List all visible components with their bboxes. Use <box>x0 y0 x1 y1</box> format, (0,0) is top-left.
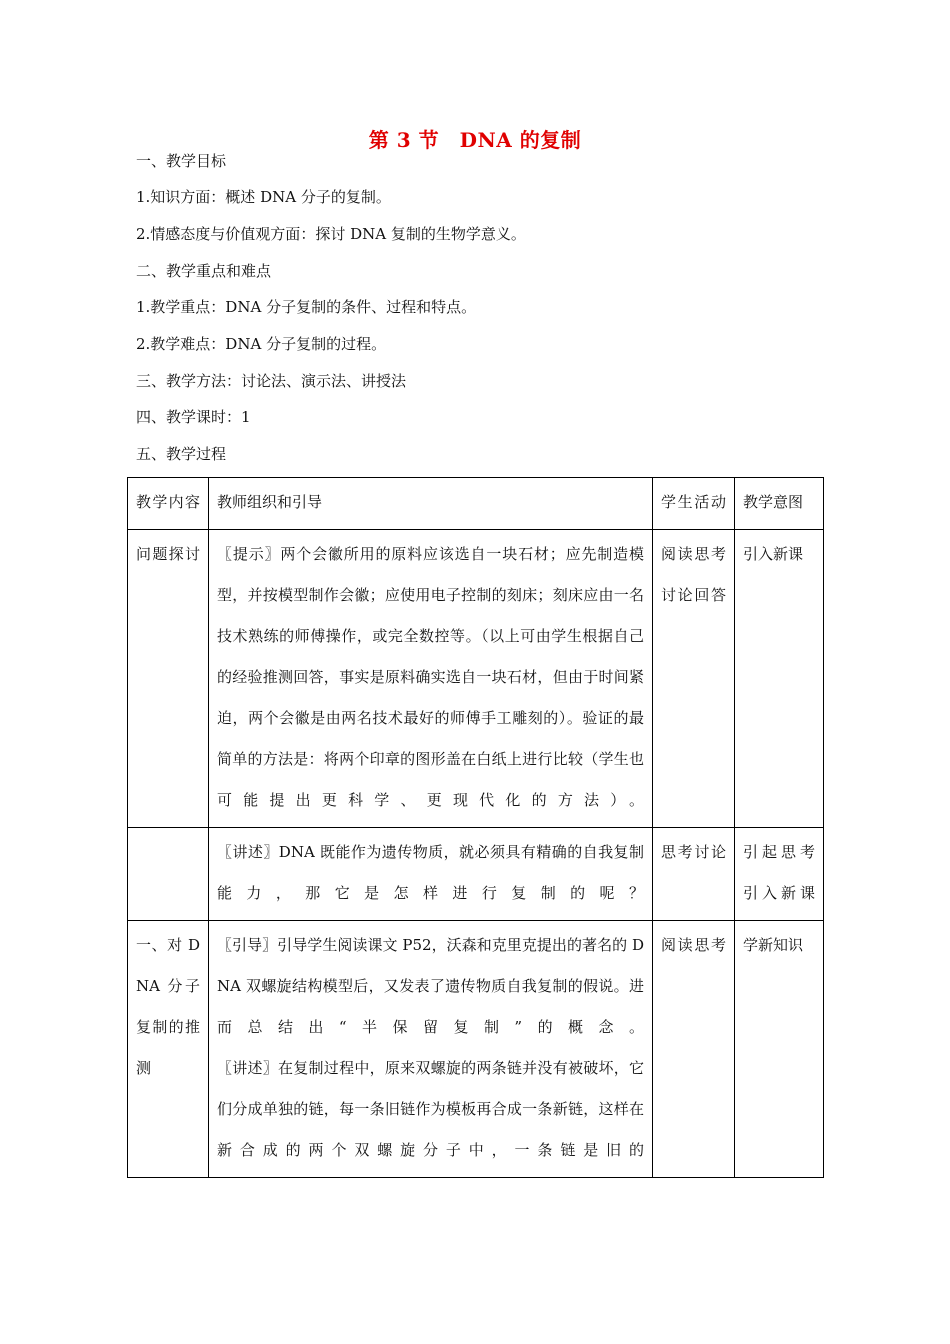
table-row <box>128 921 824 1178</box>
section-heading-key-points: 二、教学重点和难点 <box>136 262 272 280</box>
table-header-row <box>128 478 824 530</box>
cell-teacher: 〖讲述〗DNA 既能作为遗传物质，就必须具有精确的自我复制能力，那它是怎样进行复制的呢？ <box>209 828 653 921</box>
header-teacher: 教师组织和引导 <box>209 478 653 530</box>
key-point: 1.教学重点：DNA 分子复制的条件、过程和特点。 <box>136 298 477 316</box>
cell-intent: 引起思考引入新课 <box>735 828 824 921</box>
objective-knowledge: 1.知识方面：概述 DNA 分子的复制。 <box>136 188 391 206</box>
teacher-lecture-paragraph: 〖讲述〗在复制过程中，原来双螺旋的两条链并没有被破坏，它们分成单独的链，每一条旧链作为模板再合成一条新链，这样在新合成的两个双螺旋分子中，一条链是旧的 <box>217 1059 644 1159</box>
cell-intent: 学新知识 <box>735 921 824 1178</box>
cell-content <box>128 828 209 921</box>
header-content: 教学内容 <box>128 478 209 530</box>
cell-content: 问题探讨 <box>128 530 209 828</box>
page-title: 第 3 节 DNA 的复制 <box>368 128 582 152</box>
table-row <box>128 530 824 828</box>
header-student: 学生活动 <box>653 478 735 530</box>
section-teaching-methods: 三、教学方法：讨论法、演示法、讲授法 <box>136 372 407 390</box>
header-intent: 教学意图 <box>735 478 824 530</box>
cell-teacher: 〖提示〗两个会徽所用的原料应该选自一块石材；应先制造模型，并按模型制作会徽；应使用电子控制的刻床；刻床应由一名技术熟练的师傅操作，或完全数控等。（以上可由学生根据自己的经验推测回答，事实是原料确实选自一块石材，但由于时间紧迫，两个会徽是由两名技术最好的师傅手工雕刻的）。验证的最简单的方法是：将两个印章的图形盖在白纸上进行比较（学生也可能提出更科学、更现代化的方法）。 <box>209 530 653 828</box>
cell-intent: 引入新课 <box>735 530 824 828</box>
cell-content: 一、对 DNA 分子复制的推测 <box>128 921 209 1178</box>
teacher-guide-paragraph: 〖引导〗引导学生阅读课文 P52，沃森和克里克提出的著名的 DNA 双螺旋结构模型后，又发表了遗传物质自我复制的假说。进而总结出“半保留复制”的概念。 <box>217 936 644 1036</box>
cell-student: 阅读思考 <box>653 921 735 1178</box>
section-class-hours: 四、教学课时：1 <box>136 408 251 426</box>
table-row <box>128 828 824 921</box>
section-heading-process: 五、教学过程 <box>136 445 227 463</box>
cell-student: 思考讨论 <box>653 828 735 921</box>
cell-teacher <box>209 921 653 1178</box>
section-heading-objectives: 一、教学目标 <box>136 152 227 170</box>
objective-attitude: 2.情感态度与价值观方面：探讨 DNA 复制的生物学意义。 <box>136 225 526 243</box>
teaching-process-table <box>127 477 824 1178</box>
difficult-point: 2.教学难点：DNA 分子复制的过程。 <box>136 335 387 353</box>
cell-student: 阅读思考讨论回答 <box>653 530 735 828</box>
